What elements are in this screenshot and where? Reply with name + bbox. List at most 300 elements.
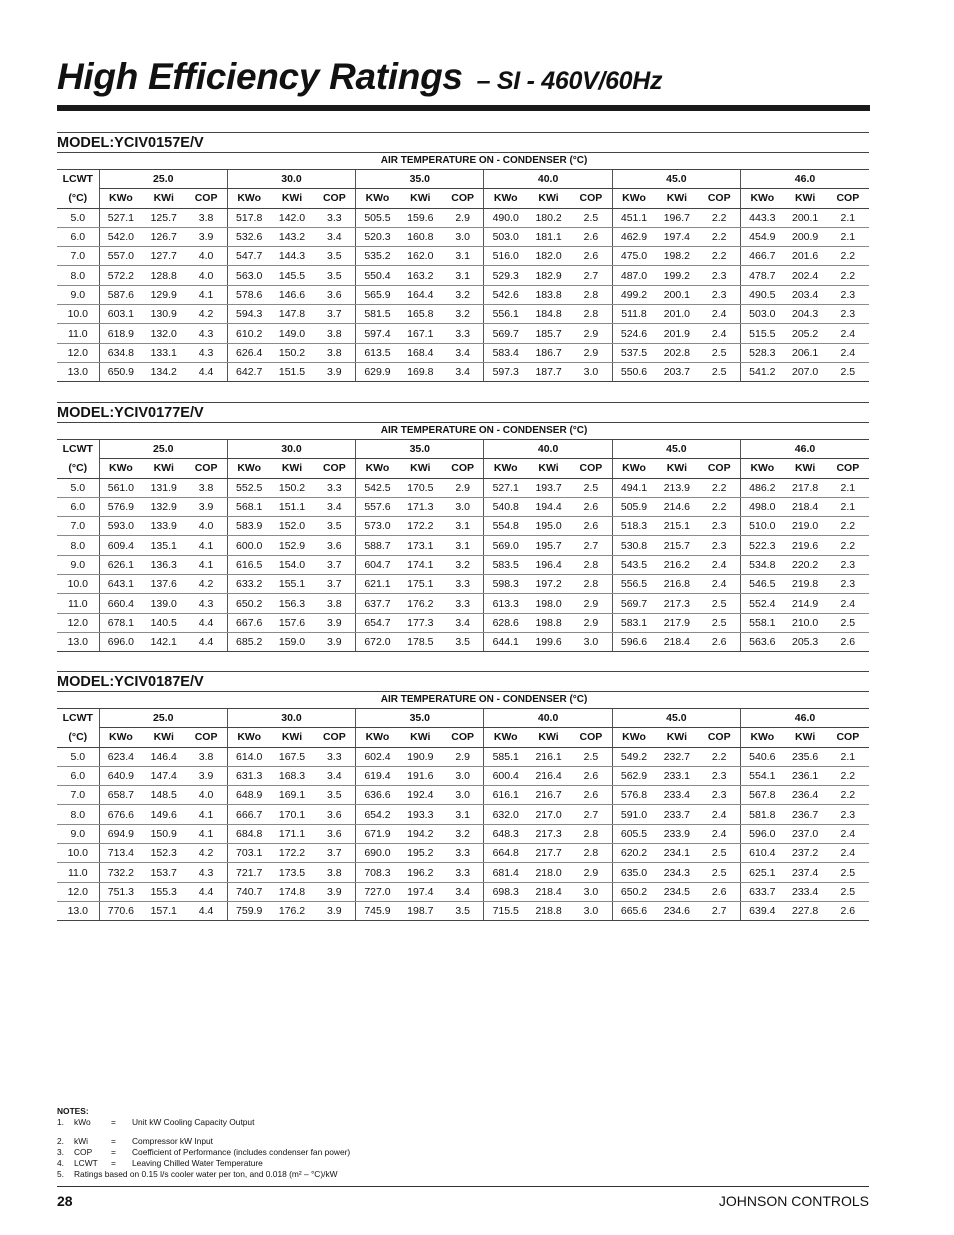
column-header: KWo: [612, 459, 655, 478]
temperature-header-row: [57, 440, 869, 459]
data-cell: 466.7: [741, 247, 784, 266]
ratings-table: [57, 691, 869, 921]
note-text: Ratings based on 0.15 l/s cooler water per ton, and 0.018 (m² – °C)/kW: [74, 1169, 338, 1180]
data-cell: 494.1: [612, 478, 655, 497]
lcwt-header: LCWT: [62, 173, 93, 186]
data-cell: 552.4: [741, 594, 784, 613]
data-cell: 202.8: [655, 343, 698, 362]
data-cell: 2.2: [698, 747, 740, 766]
table-row: [57, 266, 869, 285]
data-cell: 214.9: [784, 594, 827, 613]
data-cell: 2.4: [698, 305, 740, 324]
data-cell: 185.7: [527, 324, 570, 343]
lcwt-cell: 8.0: [57, 805, 99, 824]
notes-title: NOTES:: [57, 1106, 89, 1116]
data-cell: 139.0: [142, 594, 185, 613]
data-cell: 4.0: [185, 786, 227, 805]
column-header: COP: [827, 189, 869, 208]
data-cell: 2.3: [827, 285, 869, 304]
column-header: COP: [442, 459, 484, 478]
data-cell: 167.5: [270, 747, 313, 766]
data-cell: 561.0: [99, 478, 142, 497]
data-cell: 666.7: [227, 805, 270, 824]
data-cell: 490.0: [484, 208, 527, 227]
data-cell: 613.5: [356, 343, 399, 362]
temperature-header-row: [57, 709, 869, 728]
data-cell: 3.8: [314, 863, 356, 882]
table-row: [57, 863, 869, 882]
data-cell: 199.2: [655, 266, 698, 285]
data-cell: 234.1: [655, 844, 698, 863]
data-cell: 2.1: [827, 227, 869, 246]
data-cell: 3.7: [314, 305, 356, 324]
data-cell: 576.8: [612, 786, 655, 805]
data-cell: 3.8: [314, 324, 356, 343]
data-cell: 3.2: [442, 285, 484, 304]
data-cell: 628.6: [484, 613, 527, 632]
data-cell: 151.1: [270, 497, 313, 516]
data-cell: 3.5: [314, 247, 356, 266]
data-cell: 216.1: [527, 747, 570, 766]
data-cell: 3.5: [442, 632, 484, 651]
data-cell: 236.7: [784, 805, 827, 824]
data-cell: 2.5: [698, 863, 740, 882]
model-section: [57, 671, 869, 921]
column-header: KWi: [142, 728, 185, 747]
data-cell: 3.6: [314, 805, 356, 824]
note-equals: =: [111, 1146, 116, 1157]
note-number: 1.: [57, 1117, 64, 1128]
table-row: [57, 805, 869, 824]
data-cell: 157.6: [270, 613, 313, 632]
data-cell: 199.6: [527, 632, 570, 651]
data-cell: 3.9: [185, 766, 227, 785]
table-row: [57, 247, 869, 266]
column-header-row: [57, 459, 869, 478]
data-cell: 173.5: [270, 863, 313, 882]
column-header: KWi: [399, 189, 442, 208]
data-cell: 591.0: [612, 805, 655, 824]
air-temp-header: 45.0: [612, 440, 740, 459]
lcwt-cell: 6.0: [57, 766, 99, 785]
air-temp-label: AIR TEMPERATURE ON - CONDENSER (°C): [99, 153, 869, 170]
lcwt-cell: 10.0: [57, 844, 99, 863]
data-cell: 125.7: [142, 208, 185, 227]
data-cell: 616.1: [484, 786, 527, 805]
data-cell: 3.8: [185, 747, 227, 766]
page-title: [57, 56, 662, 98]
data-cell: 3.8: [314, 343, 356, 362]
data-cell: 206.1: [784, 343, 827, 362]
temperature-header-row: [57, 170, 869, 189]
column-header: COP: [698, 459, 740, 478]
data-cell: 517.8: [227, 208, 270, 227]
data-cell: 751.3: [99, 882, 142, 901]
data-cell: 503.0: [741, 305, 784, 324]
data-cell: 665.6: [612, 901, 655, 920]
air-temp-header: 46.0: [741, 440, 870, 459]
data-cell: 546.5: [741, 575, 784, 594]
data-cell: 569.0: [484, 536, 527, 555]
data-cell: 635.0: [612, 863, 655, 882]
data-cell: 150.2: [270, 478, 313, 497]
data-cell: 217.3: [655, 594, 698, 613]
lcwt-cell: 7.0: [57, 517, 99, 536]
lcwt-cell: 13.0: [57, 632, 99, 651]
data-cell: 684.8: [227, 824, 270, 843]
data-cell: 210.0: [784, 613, 827, 632]
data-cell: 556.5: [612, 575, 655, 594]
data-cell: 503.0: [484, 227, 527, 246]
data-cell: 618.9: [99, 324, 142, 343]
column-header: KWo: [99, 189, 142, 208]
data-cell: 2.6: [570, 786, 612, 805]
header-spacer: [57, 692, 99, 709]
data-cell: 462.9: [612, 227, 655, 246]
data-cell: 664.8: [484, 844, 527, 863]
data-cell: 3.3: [442, 594, 484, 613]
data-cell: 153.7: [142, 863, 185, 882]
data-cell: 2.1: [827, 208, 869, 227]
data-cell: 671.9: [356, 824, 399, 843]
data-cell: 573.0: [356, 517, 399, 536]
table-row: [57, 343, 869, 362]
data-cell: 198.0: [527, 594, 570, 613]
data-cell: 169.8: [399, 362, 442, 381]
data-cell: 129.9: [142, 285, 185, 304]
data-cell: 2.1: [827, 747, 869, 766]
data-cell: 3.3: [442, 324, 484, 343]
data-cell: 2.5: [570, 747, 612, 766]
table-row: [57, 613, 869, 632]
data-cell: 220.2: [784, 555, 827, 574]
data-cell: 4.3: [185, 594, 227, 613]
column-header: KWi: [270, 459, 313, 478]
data-cell: 2.9: [570, 343, 612, 362]
table-row: [57, 575, 869, 594]
data-cell: 2.4: [827, 343, 869, 362]
data-cell: 715.5: [484, 901, 527, 920]
data-cell: 529.3: [484, 266, 527, 285]
table-row: [57, 901, 869, 920]
data-cell: 3.4: [442, 362, 484, 381]
data-cell: 227.8: [784, 901, 827, 920]
lcwt-cell: 12.0: [57, 882, 99, 901]
lcwt-cell: 9.0: [57, 285, 99, 304]
table-row: [57, 747, 869, 766]
data-cell: 610.2: [227, 324, 270, 343]
data-cell: 600.4: [484, 766, 527, 785]
table-row: [57, 227, 869, 246]
table-row: [57, 478, 869, 497]
data-cell: 3.8: [185, 478, 227, 497]
data-cell: 557.6: [356, 497, 399, 516]
data-cell: 172.2: [399, 517, 442, 536]
data-cell: 182.0: [527, 247, 570, 266]
data-cell: 516.0: [484, 247, 527, 266]
column-header: KWi: [784, 459, 827, 478]
data-cell: 2.2: [698, 247, 740, 266]
model-title: MODEL:YCIV0157E/V: [57, 135, 204, 151]
data-cell: 2.4: [827, 324, 869, 343]
data-cell: 152.0: [270, 517, 313, 536]
data-cell: 4.1: [185, 555, 227, 574]
data-cell: 174.8: [270, 882, 313, 901]
data-cell: 4.0: [185, 266, 227, 285]
data-cell: 583.1: [612, 613, 655, 632]
title-rule: [57, 105, 870, 111]
data-cell: 150.2: [270, 343, 313, 362]
data-cell: 2.6: [570, 766, 612, 785]
data-cell: 2.8: [570, 305, 612, 324]
data-cell: 2.6: [570, 517, 612, 536]
data-cell: 237.2: [784, 844, 827, 863]
table-row: [57, 536, 869, 555]
data-cell: 196.2: [399, 863, 442, 882]
air-temp-header: 35.0: [356, 170, 484, 189]
note-equals: =: [111, 1117, 116, 1128]
data-cell: 610.4: [741, 844, 784, 863]
air-temp-header-row: [57, 692, 869, 709]
data-cell: 567.8: [741, 786, 784, 805]
data-cell: 219.0: [784, 517, 827, 536]
data-cell: 149.0: [270, 324, 313, 343]
data-cell: 2.5: [698, 362, 740, 381]
data-cell: 576.9: [99, 497, 142, 516]
data-cell: 170.5: [399, 478, 442, 497]
column-header: KWi: [399, 728, 442, 747]
data-cell: 542.5: [356, 478, 399, 497]
air-temp-header: 45.0: [612, 170, 740, 189]
data-cell: 552.5: [227, 478, 270, 497]
data-cell: 3.3: [442, 863, 484, 882]
data-cell: 170.1: [270, 805, 313, 824]
table-row: [57, 594, 869, 613]
data-cell: 562.9: [612, 766, 655, 785]
data-cell: 237.0: [784, 824, 827, 843]
data-cell: 2.5: [698, 594, 740, 613]
note-item: [57, 1158, 350, 1169]
page-title-main: High Efficiency Ratings: [57, 56, 463, 97]
data-cell: 162.0: [399, 247, 442, 266]
data-cell: 207.0: [784, 362, 827, 381]
lcwt-cell: 12.0: [57, 613, 99, 632]
data-cell: 205.3: [784, 632, 827, 651]
data-cell: 216.8: [655, 575, 698, 594]
data-cell: 2.5: [698, 343, 740, 362]
data-cell: 150.9: [142, 824, 185, 843]
data-cell: 2.9: [442, 208, 484, 227]
data-cell: 219.8: [784, 575, 827, 594]
data-cell: 2.6: [827, 901, 869, 920]
data-cell: 213.9: [655, 478, 698, 497]
data-cell: 202.4: [784, 266, 827, 285]
data-cell: 740.7: [227, 882, 270, 901]
data-cell: 626.4: [227, 343, 270, 362]
lcwt-header: LCWT: [62, 712, 93, 725]
air-temp-header: 40.0: [484, 709, 612, 728]
table-row: [57, 305, 869, 324]
data-cell: 602.4: [356, 747, 399, 766]
header-spacer: [57, 423, 99, 440]
data-cell: 132.0: [142, 324, 185, 343]
data-cell: 542.0: [99, 227, 142, 246]
table-row: [57, 555, 869, 574]
data-cell: 217.3: [527, 824, 570, 843]
column-header: KWi: [655, 728, 698, 747]
data-cell: 3.1: [442, 517, 484, 536]
column-header: COP: [185, 459, 227, 478]
data-cell: 195.2: [399, 844, 442, 863]
header-spacer: [57, 153, 99, 170]
data-cell: 163.2: [399, 266, 442, 285]
data-cell: 152.9: [270, 536, 313, 555]
data-cell: 140.5: [142, 613, 185, 632]
note-abbr: COP: [74, 1146, 93, 1157]
data-cell: 133.1: [142, 343, 185, 362]
data-cell: 217.7: [527, 844, 570, 863]
data-cell: 3.7: [314, 844, 356, 863]
data-cell: 2.3: [698, 285, 740, 304]
air-temp-header: 25.0: [99, 170, 227, 189]
data-cell: 2.9: [442, 478, 484, 497]
data-cell: 168.4: [399, 343, 442, 362]
data-cell: 534.8: [741, 555, 784, 574]
data-cell: 4.3: [185, 863, 227, 882]
data-cell: 2.5: [827, 613, 869, 632]
data-cell: 194.4: [527, 497, 570, 516]
data-cell: 721.7: [227, 863, 270, 882]
data-cell: 598.3: [484, 575, 527, 594]
column-header: KWo: [741, 189, 784, 208]
data-cell: 550.4: [356, 266, 399, 285]
data-cell: 759.9: [227, 901, 270, 920]
note-item: [57, 1169, 350, 1180]
data-cell: 585.1: [484, 747, 527, 766]
data-cell: 2.2: [827, 266, 869, 285]
column-header: COP: [314, 189, 356, 208]
lcwt-cell: 8.0: [57, 536, 99, 555]
data-cell: 3.4: [314, 227, 356, 246]
data-cell: 4.4: [185, 632, 227, 651]
data-cell: 159.0: [270, 632, 313, 651]
data-cell: 3.6: [314, 824, 356, 843]
data-cell: 2.6: [570, 247, 612, 266]
ratings-table: [57, 152, 869, 382]
data-cell: 587.6: [99, 285, 142, 304]
column-header: KWo: [356, 728, 399, 747]
column-header: COP: [442, 189, 484, 208]
data-cell: 685.2: [227, 632, 270, 651]
data-cell: 4.0: [185, 247, 227, 266]
data-cell: 3.0: [570, 632, 612, 651]
data-cell: 678.1: [99, 613, 142, 632]
data-cell: 631.3: [227, 766, 270, 785]
data-cell: 629.9: [356, 362, 399, 381]
data-cell: 164.4: [399, 285, 442, 304]
data-cell: 128.8: [142, 266, 185, 285]
data-cell: 205.2: [784, 324, 827, 343]
air-temp-label: AIR TEMPERATURE ON - CONDENSER (°C): [99, 692, 869, 709]
column-header: KWi: [527, 728, 570, 747]
air-temp-header: 25.0: [99, 709, 227, 728]
data-cell: 583.5: [484, 555, 527, 574]
data-cell: 174.1: [399, 555, 442, 574]
data-cell: 3.0: [442, 786, 484, 805]
data-cell: 3.5: [442, 901, 484, 920]
data-cell: 3.1: [442, 805, 484, 824]
column-header: KWi: [142, 459, 185, 478]
data-cell: 522.3: [741, 536, 784, 555]
data-cell: 218.0: [527, 863, 570, 882]
data-cell: 146.4: [142, 747, 185, 766]
data-cell: 2.6: [698, 632, 740, 651]
air-temp-header: 40.0: [484, 170, 612, 189]
note-item: [57, 1117, 350, 1128]
data-cell: 3.9: [185, 227, 227, 246]
data-cell: 626.1: [99, 555, 142, 574]
data-cell: 143.2: [270, 227, 313, 246]
data-cell: 640.9: [99, 766, 142, 785]
table-row: [57, 824, 869, 843]
data-cell: 2.2: [698, 227, 740, 246]
data-cell: 654.2: [356, 805, 399, 824]
data-cell: 197.2: [527, 575, 570, 594]
data-cell: 181.1: [527, 227, 570, 246]
data-cell: 131.9: [142, 478, 185, 497]
data-cell: 681.4: [484, 863, 527, 882]
table-row: [57, 208, 869, 227]
data-cell: 193.7: [527, 478, 570, 497]
lcwt-cell: 6.0: [57, 497, 99, 516]
data-cell: 543.5: [612, 555, 655, 574]
data-cell: 142.1: [142, 632, 185, 651]
column-header: KWo: [356, 189, 399, 208]
data-cell: 175.1: [399, 575, 442, 594]
data-cell: 216.4: [527, 766, 570, 785]
data-cell: 234.6: [655, 901, 698, 920]
lcwt-cell: 11.0: [57, 594, 99, 613]
data-cell: 2.8: [570, 575, 612, 594]
air-temp-header: 30.0: [227, 440, 355, 459]
data-cell: 134.2: [142, 362, 185, 381]
data-cell: 2.3: [698, 517, 740, 536]
data-cell: 201.6: [784, 247, 827, 266]
data-cell: 146.6: [270, 285, 313, 304]
note-item: [57, 1136, 350, 1147]
column-header: KWo: [741, 459, 784, 478]
data-cell: 234.3: [655, 863, 698, 882]
lcwt-cell: 13.0: [57, 901, 99, 920]
data-cell: 3.5: [314, 266, 356, 285]
data-cell: 532.6: [227, 227, 270, 246]
data-cell: 621.1: [356, 575, 399, 594]
data-cell: 478.7: [741, 266, 784, 285]
data-cell: 187.7: [527, 362, 570, 381]
data-cell: 581.8: [741, 805, 784, 824]
data-cell: 184.8: [527, 305, 570, 324]
data-cell: 694.9: [99, 824, 142, 843]
data-cell: 451.1: [612, 208, 655, 227]
data-cell: 217.8: [784, 478, 827, 497]
data-cell: 554.8: [484, 517, 527, 536]
data-cell: 155.1: [270, 575, 313, 594]
data-cell: 713.4: [99, 844, 142, 863]
data-cell: 565.9: [356, 285, 399, 304]
data-cell: 203.7: [655, 362, 698, 381]
data-cell: 486.2: [741, 478, 784, 497]
table-row: [57, 766, 869, 785]
